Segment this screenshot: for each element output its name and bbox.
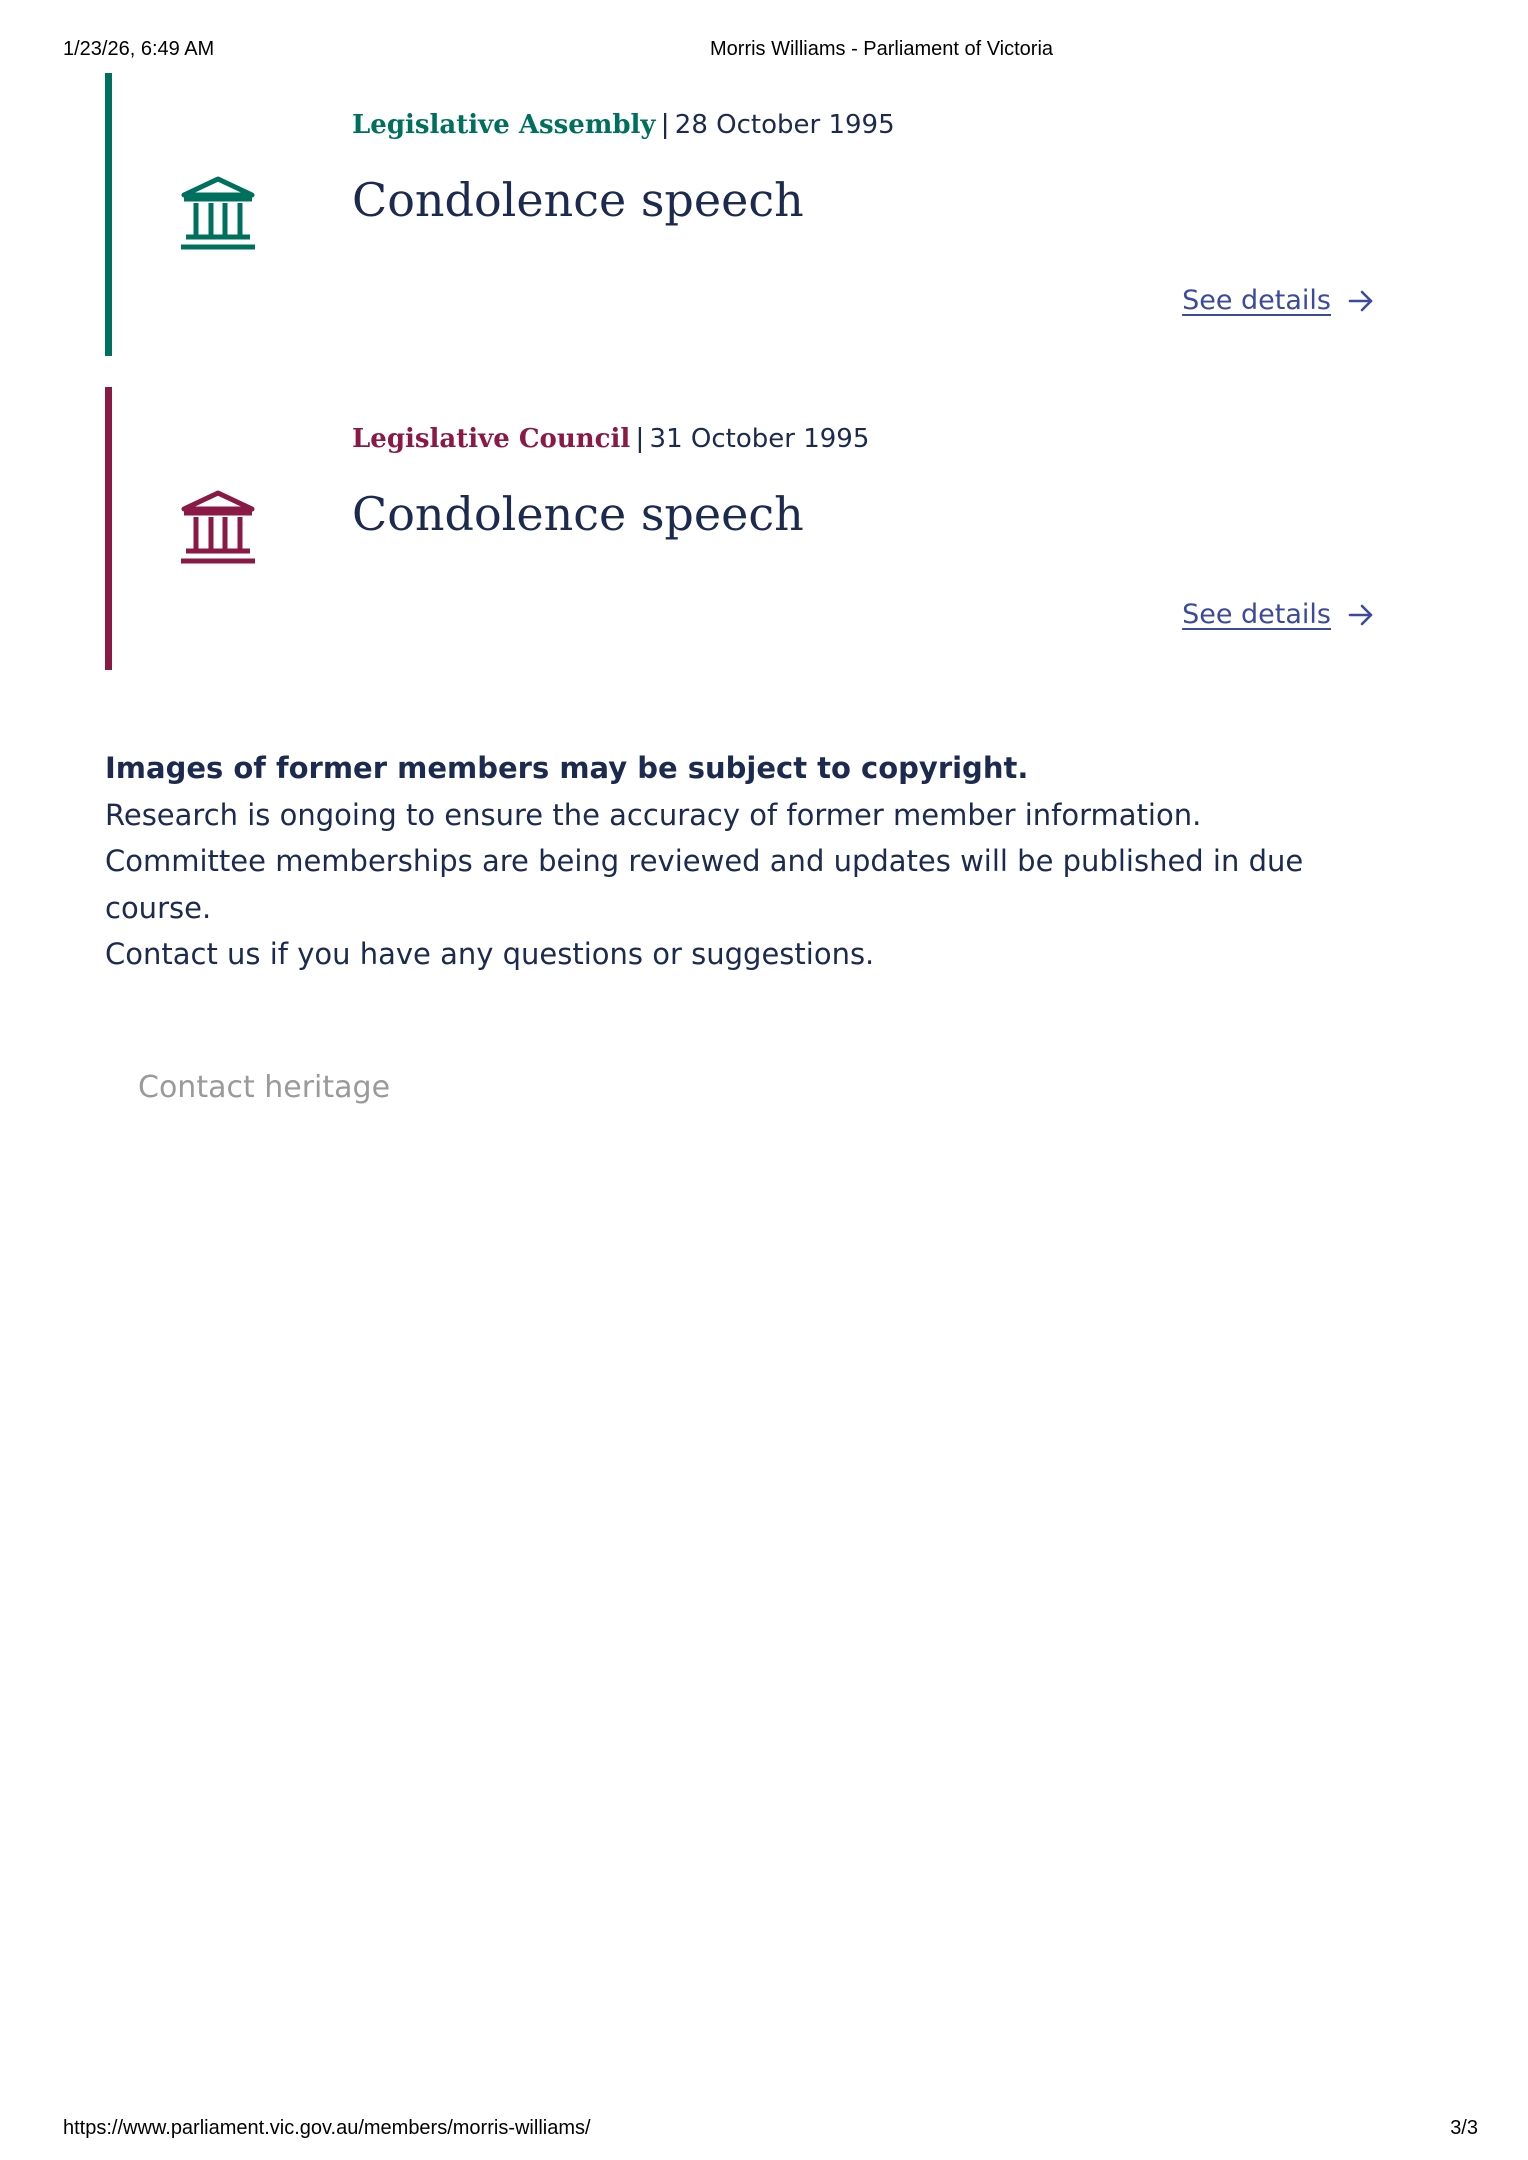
see-details-link[interactable]: [1182, 285, 1375, 316]
speech-card-council: [105, 387, 1375, 670]
arrow-right-icon: [1347, 287, 1375, 315]
print-url: https://www.parliament.vic.gov.au/members/morris-williams/: [63, 2117, 591, 2139]
speech-date: 31 October 1995: [649, 424, 870, 454]
speech-meta: [352, 108, 895, 140]
meta-separator: |: [636, 422, 644, 453]
speech-date: 28 October 1995: [674, 110, 895, 140]
parliament-building-icon: [178, 173, 258, 253]
meta-separator: |: [661, 108, 669, 139]
contact-heritage-button[interactable]: Contact heritage: [138, 1070, 391, 1105]
speech-title: Condolence speech: [352, 487, 804, 541]
see-details-link[interactable]: [1182, 599, 1375, 630]
house-name: Legislative Assembly: [352, 110, 656, 140]
see-details-label: See details: [1182, 599, 1331, 630]
notice-line-contact: Contact us if you have any questions or suggestions.: [105, 937, 875, 971]
print-page-title: Morris Williams - Parliament of Victoria: [710, 38, 1054, 60]
notice-line-research: Research is ongoing to ensure the accuracy of former member information.: [105, 797, 1202, 832]
copyright-notice: [105, 745, 1405, 978]
print-page-number: 3/3: [1450, 2117, 1478, 2139]
speech-title: Condolence speech: [352, 173, 804, 227]
print-footer: [0, 2117, 1528, 2145]
see-details-label: See details: [1182, 285, 1331, 316]
print-header: [0, 38, 1528, 66]
notice-heading: Images of former members may be subject to copyright.: [105, 751, 1029, 785]
print-timestamp: 1/23/26, 6:49 AM: [63, 38, 215, 60]
speech-card-assembly: [105, 73, 1375, 356]
speech-meta: [352, 422, 869, 454]
house-name: Legislative Council: [352, 424, 631, 454]
parliament-building-icon: [178, 487, 258, 567]
notice-line-committee: Committee memberships are being reviewed and updates will be published in due course.: [105, 844, 1304, 925]
arrow-right-icon: [1347, 601, 1375, 629]
